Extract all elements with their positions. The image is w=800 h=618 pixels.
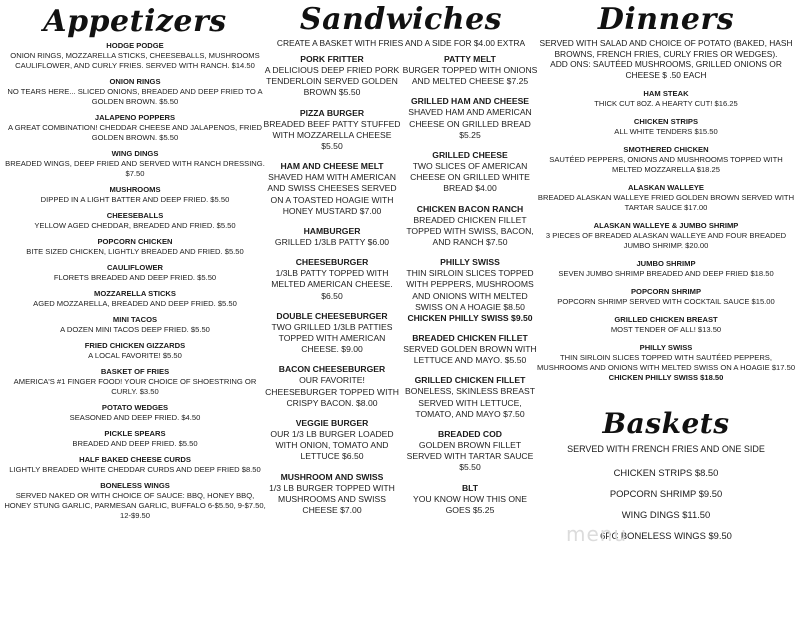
menu-item-description: BREADED ALASKAN WALLEYE FRIED GOLDEN BROWN SERVED WITH TARTAR SAUCE $17.00 bbox=[537, 193, 795, 212]
menu-item bbox=[402, 96, 538, 141]
menu-item-description: BONELESS, SKINLESS BREAST SERVED WITH LETTUCE, TOMATO, AND MAYO $7.50 bbox=[405, 386, 535, 419]
menu-item bbox=[4, 403, 266, 423]
menu-item-name: BONELESS WINGS bbox=[100, 481, 170, 490]
menu-item-name: SMOTHERED CHICKEN bbox=[623, 145, 709, 154]
menu-item bbox=[4, 429, 266, 449]
menu-item-description: FLORETS BREADED AND DEEP FRIED. $5.50 bbox=[53, 273, 217, 282]
menu-item bbox=[534, 221, 798, 251]
menu-item-name: PORK FRITTER bbox=[300, 54, 364, 64]
menu-item-description: BREADED WINGS, DEEP FRIED AND SERVED WITH RANCH DRESSING. $7.50 bbox=[5, 159, 265, 178]
menu-item-description: 3 PIECES OF BREADED ALASKAN WALLEYE AND FOUR BREADED JUMBO SHRIMP. $20.00 bbox=[545, 231, 787, 250]
menu-item bbox=[4, 289, 266, 309]
menu-item-description: BREADED CHICKEN FILLET TOPPED WITH SWISS, BACON, AND RANCH $7.50 bbox=[406, 214, 534, 248]
menu-item bbox=[4, 185, 266, 205]
menu-item bbox=[4, 41, 266, 71]
menu-item-name: GRILLED CHEESE bbox=[432, 150, 508, 161]
menu-item bbox=[402, 204, 538, 249]
menu-item-description: YELLOW AGED CHEDDAR, BREADED AND FRIED. $5.50 bbox=[34, 221, 236, 230]
menu-item-description: LIGHTLY BREADED WHITE CHEDDAR CURDS AND DEEP FRIED $8.50 bbox=[9, 465, 261, 474]
menu-item-name: MUSHROOM AND SWISS bbox=[280, 471, 384, 482]
menu-item bbox=[534, 117, 798, 137]
basket-item: CHICKEN STRIPS $8.50 bbox=[613, 467, 719, 478]
menu-item-description: SEVEN JUMBO SHRIMP BREADED AND DEEP FRIED $18.50 bbox=[558, 269, 774, 278]
basket-item: WING DINGS $11.50 bbox=[621, 509, 711, 520]
menu-item bbox=[402, 257, 538, 324]
menu-item bbox=[402, 429, 538, 474]
baskets-subtitle: SERVED WITH FRENCH FRIES AND ONE SIDE bbox=[567, 444, 765, 454]
menu-item-description: THIN SIRLOIN SLICES TOPPED WITH SAUTÉED PEPPERS, MUSHROOMS AND ONIONS WITH MELTED SWISS ON A HOAGIE $17.50 bbox=[536, 353, 796, 372]
menu-item-name: BLT bbox=[461, 482, 479, 493]
menu-item-description: SHAVED HAM AND AMERICAN CHEESE ON GRILLED BREAD $5.25 bbox=[408, 107, 532, 140]
menu-item-name: HAM STEAK bbox=[643, 89, 689, 98]
menu-item-name: JALAPENO POPPERS bbox=[94, 113, 176, 122]
menu-item bbox=[4, 367, 266, 397]
menu-item-variant: CHICKEN PHILLY SWISS $18.50 bbox=[608, 373, 724, 382]
menu-item bbox=[534, 89, 798, 109]
watermark-logo: menu bbox=[566, 522, 628, 546]
menu-item-description: SAUTÉED PEPPERS, ONIONS AND MUSHROOMS TOPPED WITH MELTED MOZZARELLA $18.25 bbox=[549, 155, 783, 174]
menu-item-name: ALASKAN WALLEYE bbox=[628, 183, 704, 192]
menu-item-name: POPCORN CHICKEN bbox=[97, 237, 173, 246]
menu-item-description: SEASONED AND DEEP FRIED. $4.50 bbox=[69, 413, 201, 422]
menu-item bbox=[262, 54, 402, 99]
dinners-list bbox=[534, 89, 798, 383]
menu-item-name: CHICKEN BACON RANCH bbox=[416, 203, 524, 214]
menu-item bbox=[4, 263, 266, 283]
menu-item-description: AMERICA'S #1 FINGER FOOD! YOUR CHOICE OF SHOESTRING OR CURLY. $3.50 bbox=[13, 377, 257, 396]
menu-item-name: CAULIFLOWER bbox=[106, 263, 164, 272]
menu-item-name: CHICKEN STRIPS bbox=[633, 117, 699, 126]
sandwiches-heading: Sandwiches bbox=[299, 2, 503, 37]
menu-item-name: VEGGIE BURGER bbox=[295, 418, 369, 429]
menu-item-description: A DOZEN MINI TACOS DEEP FRIED. $5.50 bbox=[60, 325, 210, 334]
menu-item-name: BREADED CHICKEN FILLET bbox=[412, 333, 528, 344]
menu-item bbox=[4, 113, 266, 143]
menu-item-name: BACON CHEESEBURGER bbox=[278, 364, 386, 375]
menu-item-description: THICK CUT 8OZ. A HEARTY CUT! $16.25 bbox=[594, 99, 738, 108]
menu-item-name: GRILLED CHICKEN BREAST bbox=[614, 315, 718, 324]
menu-item bbox=[534, 287, 798, 307]
menu-item-description: OUR 1/3 LB BURGER LOADED WITH ONION, TOMATO AND LETTUCE $6.50 bbox=[270, 429, 394, 462]
menu-item bbox=[402, 375, 538, 420]
appetizers-section bbox=[4, 0, 266, 527]
menu-item-name: GRILLED HAM AND CHEESE bbox=[410, 96, 530, 107]
sandwiches-right-list bbox=[402, 54, 538, 525]
menu-item-name: WING DINGS bbox=[111, 149, 159, 158]
menu-item-description: THIN SIRLOIN SLICES TOPPED WITH PEPPERS, MUSHROOMS AND ONIONS WITH MELTED SWISS ON A HOAGIE $8.50 bbox=[406, 268, 534, 312]
dinners-section bbox=[534, 0, 798, 551]
appetizers-heading: Appetizers bbox=[43, 4, 227, 39]
menu-item-name: PICKLE SPEARS bbox=[104, 429, 166, 438]
menu-item-name: DOUBLE CHEESEBURGER bbox=[276, 310, 388, 321]
menu-item-name: MUSHROOMS bbox=[109, 185, 161, 194]
menu-item bbox=[402, 483, 538, 516]
menu-item bbox=[262, 364, 402, 409]
menu-item-name: PHILLY SWISS bbox=[639, 343, 693, 352]
menu-item bbox=[4, 211, 266, 231]
menu-item-description: TWO GRILLED 1/3LB PATTIES TOPPED WITH AMERICAN CHEESE. $9.00 bbox=[271, 321, 393, 355]
dinners-addons: ADD ONS: SAUTÉED MUSHROOMS, GRILLED ONIONS OR CHEESE $ .50 EACH bbox=[550, 59, 782, 80]
menu-item-description: YOU KNOW HOW THIS ONE GOES $5.25 bbox=[413, 493, 527, 515]
menu-item bbox=[534, 259, 798, 279]
menu-item bbox=[4, 149, 266, 179]
menu-item bbox=[4, 77, 266, 107]
menu-item-description: ONION RINGS, MOZZARELLA STICKS, CHEESEBALLS, MUSHROOMS CAULIFLOWER, AND CURLY FRIES. SERVED WITH RANCH. $14.50 bbox=[10, 51, 260, 70]
menu-item-description: DIPPED IN A LIGHT BATTER AND DEEP FRIED. $5.50 bbox=[40, 195, 230, 204]
dinners-subtitle: SERVED WITH SALAD AND CHOICE OF POTATO (BAKED, HASH BROWNS, FRENCH FRIES, CURLY FRIES OR WEDGES). bbox=[539, 38, 793, 59]
menu-item-description: POPCORN SHRIMP SERVED WITH COCKTAIL SAUCE $15.00 bbox=[557, 297, 775, 306]
menu-item bbox=[4, 341, 266, 361]
menu-item-description: GRILLED 1/3LB PATTY $6.00 bbox=[274, 237, 390, 248]
menu-item-name: CHEESEBALLS bbox=[106, 211, 164, 220]
menu-item-name: PHILLY SWISS bbox=[440, 257, 500, 268]
menu-item-description: BURGER TOPPED WITH ONIONS AND MELTED CHEESE $7.25 bbox=[402, 65, 538, 87]
menu-item-name: BASKET OF FRIES bbox=[100, 367, 170, 376]
menu-item-description: A GREAT COMBINATION! CHEDDAR CHEESE AND JALAPENOS, FRIED GOLDEN BROWN. $5.50 bbox=[7, 123, 262, 142]
appetizers-list bbox=[4, 41, 266, 521]
menu-item-description: SERVED GOLDEN BROWN WITH LETTUCE AND MAYO. $5.50 bbox=[403, 344, 537, 366]
menu-item-name: POPCORN SHRIMP bbox=[630, 287, 702, 296]
basket-item: POPCORN SHRIMP $9.50 bbox=[609, 488, 723, 499]
menu-item-description: TWO SLICES OF AMERICAN CHEESE ON GRILLED WHITE BREAD $4.00 bbox=[410, 161, 530, 194]
menu-item-description: GOLDEN BROWN FILLET SERVED WITH TARTAR SAUCE $5.50 bbox=[406, 440, 534, 473]
menu-item-name: BREADED COD bbox=[438, 429, 502, 440]
menu-item bbox=[262, 108, 402, 153]
menu-item-description: NO TEARS HERE... SLICED ONIONS, BREADED AND DEEP FRIED TO A GOLDEN BROWN. $5.50 bbox=[7, 87, 263, 106]
menu-item bbox=[402, 333, 538, 366]
menu-item-description: 1/3 LB BURGER TOPPED WITH MUSHROOMS AND SWISS CHEESE $7.00 bbox=[269, 482, 395, 516]
menu-item-name: FRIED CHICKEN GIZZARDS bbox=[84, 341, 186, 350]
menu-item-name: HAM AND CHEESE MELT bbox=[280, 161, 384, 172]
sandwiches-section bbox=[270, 0, 532, 49]
menu-item bbox=[534, 183, 798, 213]
menu-item-name: CHEESEBURGER bbox=[295, 257, 369, 268]
menu-item bbox=[402, 54, 538, 87]
menu-item-description: BREADED AND DEEP FRIED. $5.50 bbox=[72, 439, 198, 448]
menu-item-variant: CHICKEN PHILLY SWISS $9.50 bbox=[407, 313, 533, 324]
menu-item-description: BITE SIZED CHICKEN, LIGHTLY BREADED AND FRIED. $5.50 bbox=[26, 247, 244, 256]
menu-item-name: PIZZA BURGER bbox=[299, 107, 365, 118]
sandwiches-left-list bbox=[262, 54, 402, 525]
menu-item-name: JUMBO SHRIMP bbox=[636, 259, 696, 268]
menu-item bbox=[4, 315, 266, 335]
menu-item bbox=[262, 226, 402, 248]
menu-item bbox=[534, 145, 798, 175]
menu-item bbox=[262, 472, 402, 517]
menu-item bbox=[262, 418, 402, 463]
menu-item-name: PATTY MELT bbox=[444, 54, 496, 64]
menu-item bbox=[534, 315, 798, 335]
menu-item-description: ALL WHITE TENDERS $15.50 bbox=[614, 127, 718, 136]
menu-item bbox=[262, 257, 402, 302]
menu-item-description: SERVED NAKED OR WITH CHOICE OF SAUCE: BBQ, HONEY BBQ, HONEY STUNG GARLIC, PARMESAN GARLIC, BUFFALO 6-$5.50, 9-$7.50, 12-$9.50 bbox=[4, 491, 266, 520]
menu-item-description: SHAVED HAM WITH AMERICAN AND SWISS CHEESES SERVED ON A TOASTED HOAGIE WITH HONEY MUSTARD $7.00 bbox=[267, 172, 397, 216]
menu-item-name: ONION RINGS bbox=[109, 77, 161, 86]
basket-item: 6PC BONELESS WINGS $9.50 bbox=[600, 530, 732, 541]
dinners-heading: Dinners bbox=[597, 2, 735, 37]
menu-item bbox=[262, 311, 402, 356]
menu-item-name: HAMBURGER bbox=[303, 226, 361, 237]
menu-item bbox=[4, 455, 266, 475]
menu-item-name: MOZZARELLA STICKS bbox=[94, 289, 176, 298]
menu-item-description: 1/3LB PATTY TOPPED WITH MELTED AMERICAN CHEESE. $6.50 bbox=[271, 268, 393, 301]
sandwiches-subtitle: CREATE A BASKET WITH FRIES AND A SIDE FOR $4.00 EXTRA bbox=[276, 38, 526, 48]
menu-item-name: HODGE PODGE bbox=[106, 41, 164, 50]
menu-item-description: A DELICIOUS DEEP FRIED PORK TENDERLOIN SERVED GOLDEN BROWN $5.50 bbox=[264, 65, 400, 98]
menu-item-name: MINI TACOS bbox=[112, 315, 158, 324]
menu-item-name: POTATO WEDGES bbox=[101, 403, 169, 412]
menu-item-name: GRILLED CHICKEN FILLET bbox=[414, 375, 526, 386]
menu-item-description: OUR FAVORITE! CHEESEBURGER TOPPED WITH CRISPY BACON. $8.00 bbox=[265, 375, 399, 408]
menu-item-description: MOST TENDER OF ALL! $13.50 bbox=[610, 325, 722, 334]
menu-item-name: ALASKAN WALLEYE & JUMBO SHRIMP bbox=[593, 221, 739, 230]
menu-item bbox=[534, 343, 798, 383]
menu-item-description: AGED MOZZARELLA, BREADED AND DEEP FRIED. $5.50 bbox=[33, 299, 237, 308]
menu-item bbox=[262, 161, 402, 217]
menu-item bbox=[4, 481, 266, 521]
menu-item-name: HALF BAKED CHEESE CURDS bbox=[79, 455, 191, 464]
menu-item-description: A LOCAL FAVORITE! $5.50 bbox=[88, 351, 182, 360]
baskets-heading: Baskets bbox=[602, 407, 730, 440]
menu-item bbox=[4, 237, 266, 257]
menu-item bbox=[402, 150, 538, 195]
menu-item-description: BREADED BEEF PATTY STUFFED WITH MOZZARELLA CHEESE $5.50 bbox=[263, 118, 401, 152]
